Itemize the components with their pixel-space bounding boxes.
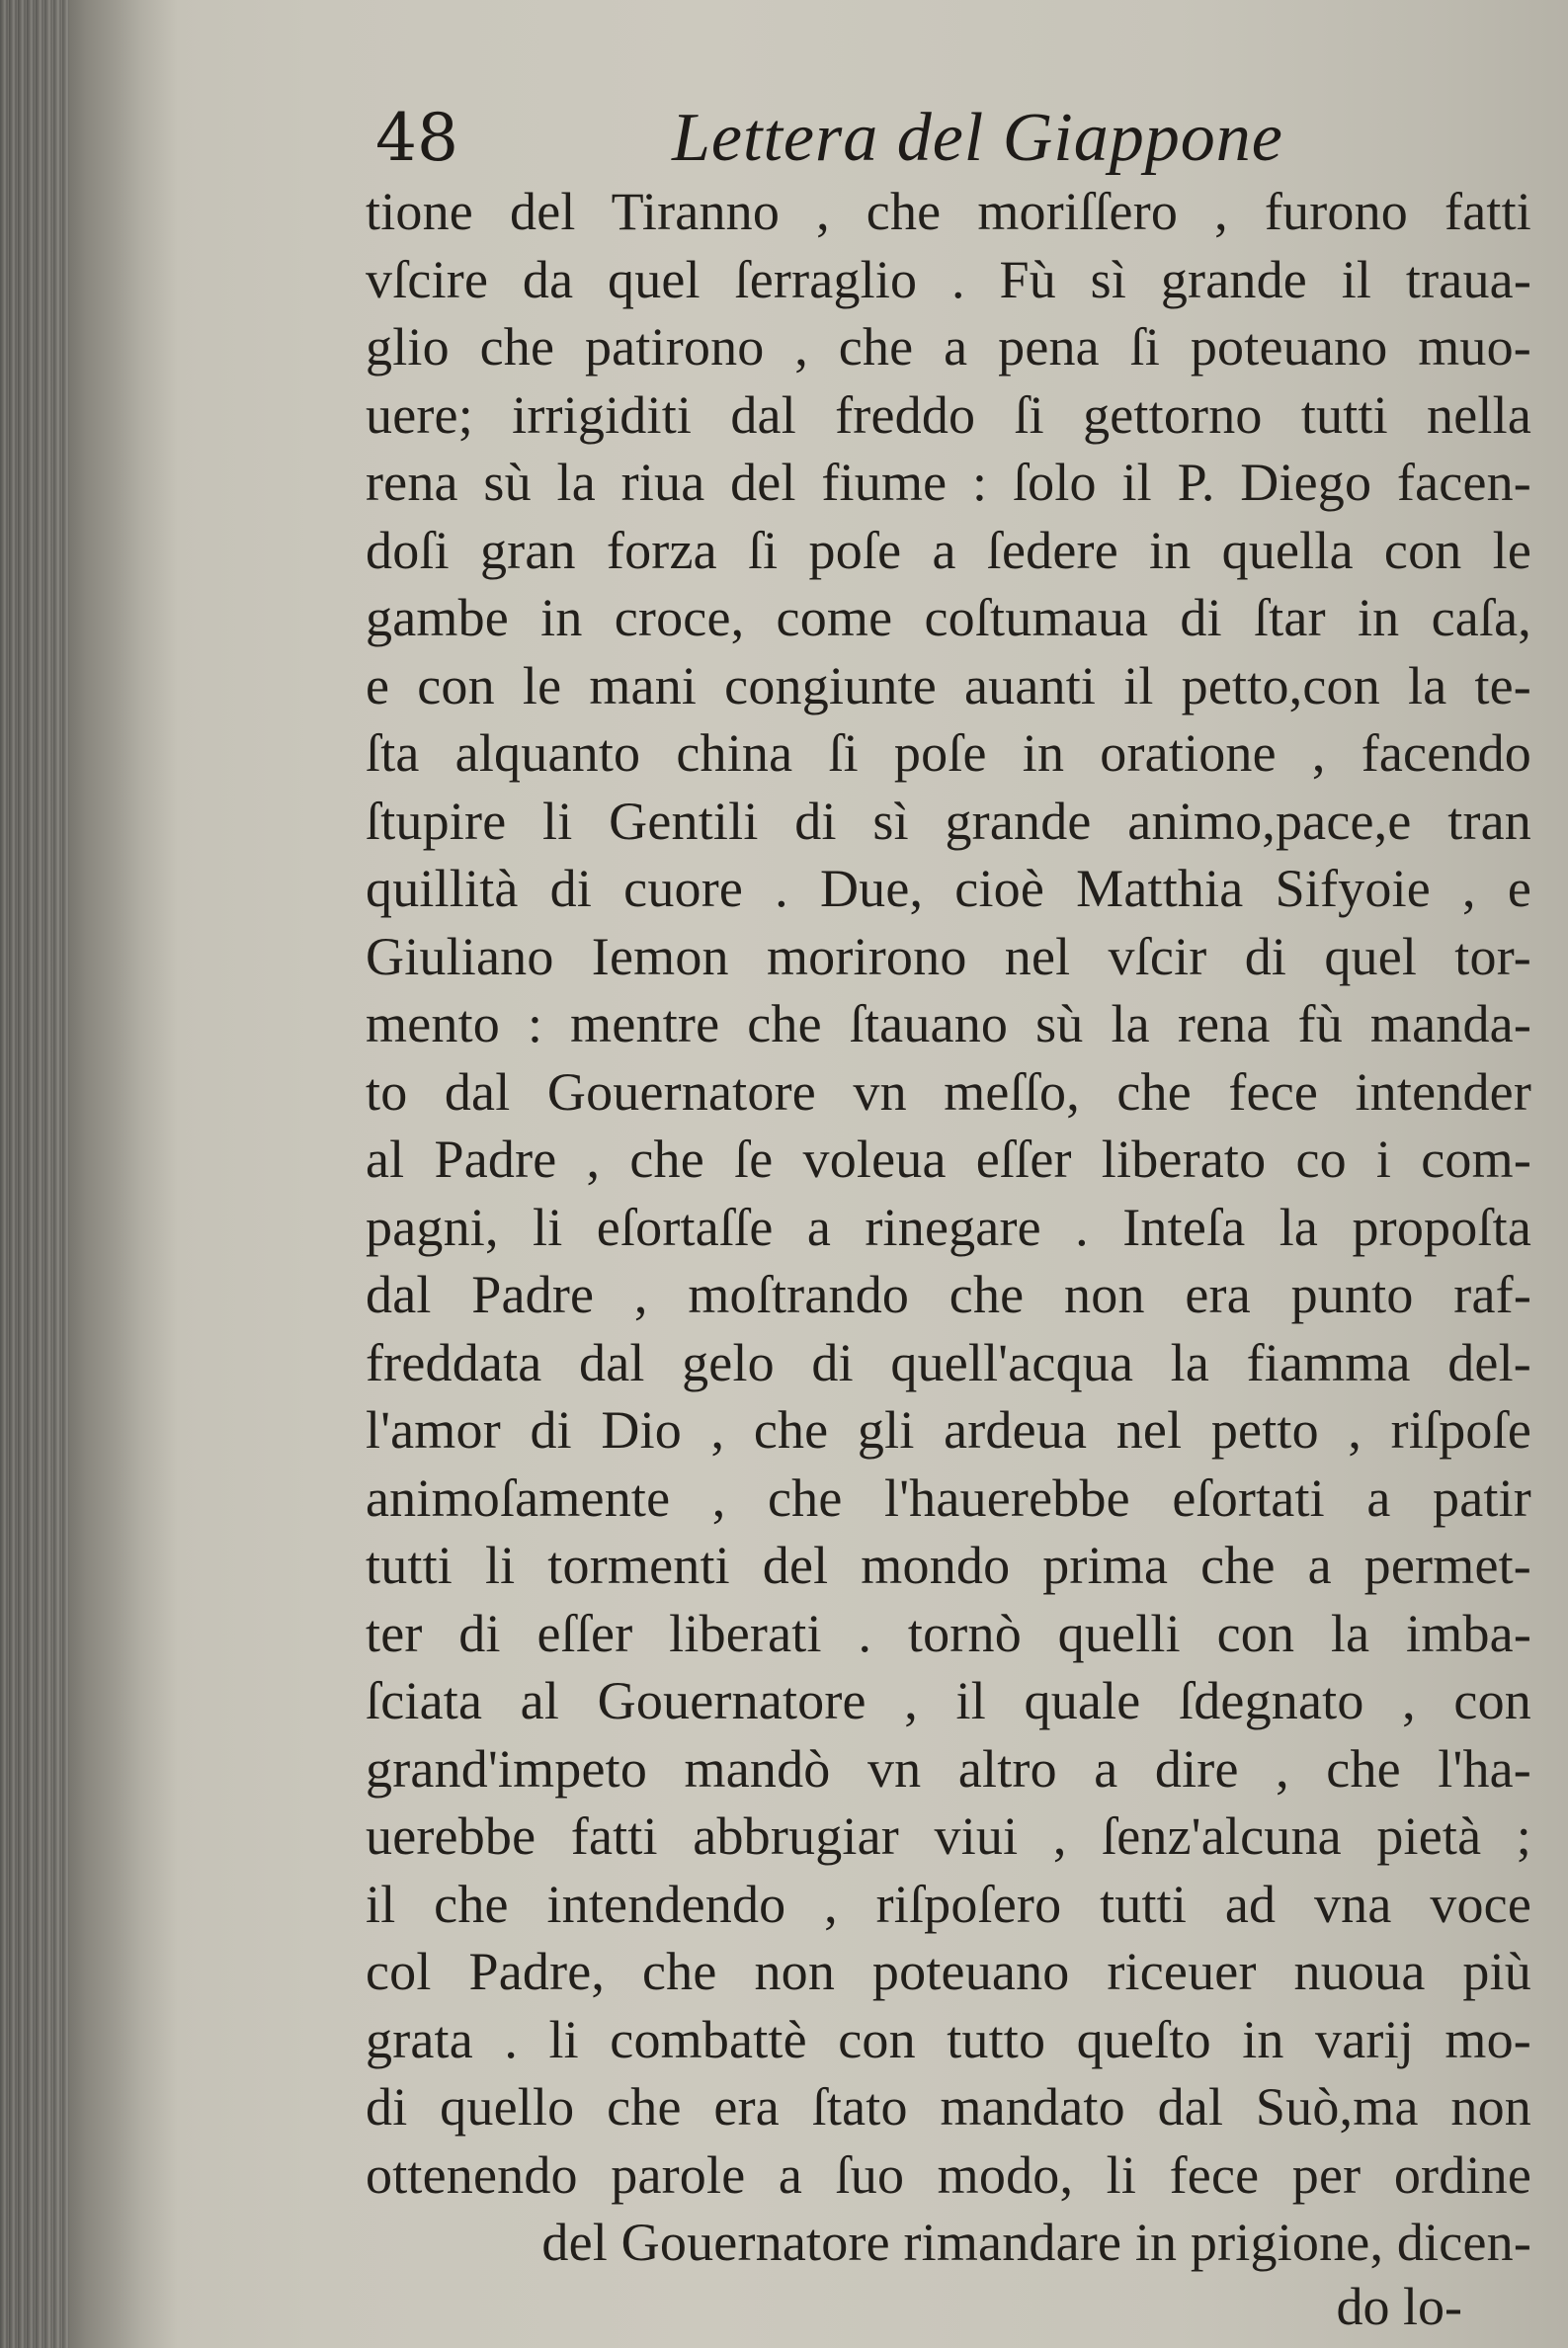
text-line: pagni, li eſortaſſe a rinegare . Inteſa la propoſta [366, 1197, 1531, 1257]
binding-shadow [69, 0, 178, 2348]
text-line: tione del Tiranno , che moriſſero , furono fatti [366, 182, 1531, 241]
text-line: mento : mentre che ſtauano sù la rena fù manda- [366, 994, 1531, 1053]
page-number: 48 [375, 100, 458, 176]
text-line: Giuliano Iemon morirono nel vſcir di quel tor- [366, 926, 1531, 986]
text-line: quillità di cuore . Due, cioè Matthia Sifyoie , e [366, 859, 1531, 918]
text-line: col Padre, che non poteuano riceuer nuoua più [366, 1942, 1531, 2001]
text-line: e con le mani congiunte auanti il petto,con la te- [366, 655, 1531, 715]
text-line: animoſamente , che l'hauerebbe eſortati a patir [366, 1468, 1531, 1528]
text-line: ottenendo parole a ſuo modo, li fece per ordine [366, 2144, 1531, 2205]
text-line: l'amor di Dio , che gli ardeua nel petto , riſpoſe [366, 1400, 1531, 1460]
text-line: vſcire da quel ſerraglio . Fù sì grande il traua- [366, 249, 1531, 309]
text-line: gambe in croce, come coſtumaua di ſtar in caſa, [366, 588, 1531, 647]
stacked-page-edges [0, 0, 69, 2348]
text-line: ter di eſſer liberati . tornò quelli con la imba- [366, 1603, 1531, 1663]
running-head [375, 94, 1373, 183]
running-title: Lettera del Giappone [672, 100, 1283, 176]
text-line: uerebbe fatti abbrugiar viui , ſenz'alcuna pietà ; [366, 1806, 1531, 1866]
text-line: grand'impeto mandò vn altro a dire , che l'ha- [366, 1738, 1531, 1799]
text-line: ſta alquanto china ſi poſe in oratione , facendo [366, 723, 1531, 783]
text-line: glio che patirono , che a pena ſi poteuano muo- [366, 317, 1531, 377]
text-line: rena sù la riua del fiume : ſolo il P. Diego facen- [366, 453, 1531, 512]
text-line: del Gouernatore rimandare in prigione, dicen- [541, 2213, 1531, 2272]
text-line: tutti li tormenti del mondo prima che a permet- [366, 1536, 1531, 1595]
text-line: ſciata al Gouernatore , il quale ſdegnato , con [366, 1671, 1531, 1730]
text-line: uere; irrigiditi dal freddo ſi gettorno tutti nella [366, 384, 1531, 445]
text-line: freddata dal gelo di quell'acqua la fiamma del- [366, 1332, 1531, 1392]
text-line: ſtupire li Gentili di sì grande animo,pace,e tran [366, 791, 1531, 851]
text-line: il che intendendo , riſpoſero tutti ad vna voce [366, 1874, 1531, 1934]
text-line: to dal Gouernatore vn meſſo, che fece intender [366, 1061, 1531, 1122]
text-line: di quello che era ſtato mandato dal Suò,ma non [366, 2077, 1531, 2137]
catchword: do lo- [1336, 2277, 1462, 2336]
body-text [366, 178, 1531, 2277]
text-line: doſi gran forza ſi poſe a ſedere in quella con le [366, 520, 1531, 580]
text-line: dal Padre , moſtrando che non era punto raf- [366, 1265, 1531, 1324]
text-line: grata . li combattè con tutto queſto in varij mo- [366, 2009, 1531, 2069]
text-line: al Padre , che ſe voleua eſſer liberato co i com- [366, 1130, 1531, 1189]
